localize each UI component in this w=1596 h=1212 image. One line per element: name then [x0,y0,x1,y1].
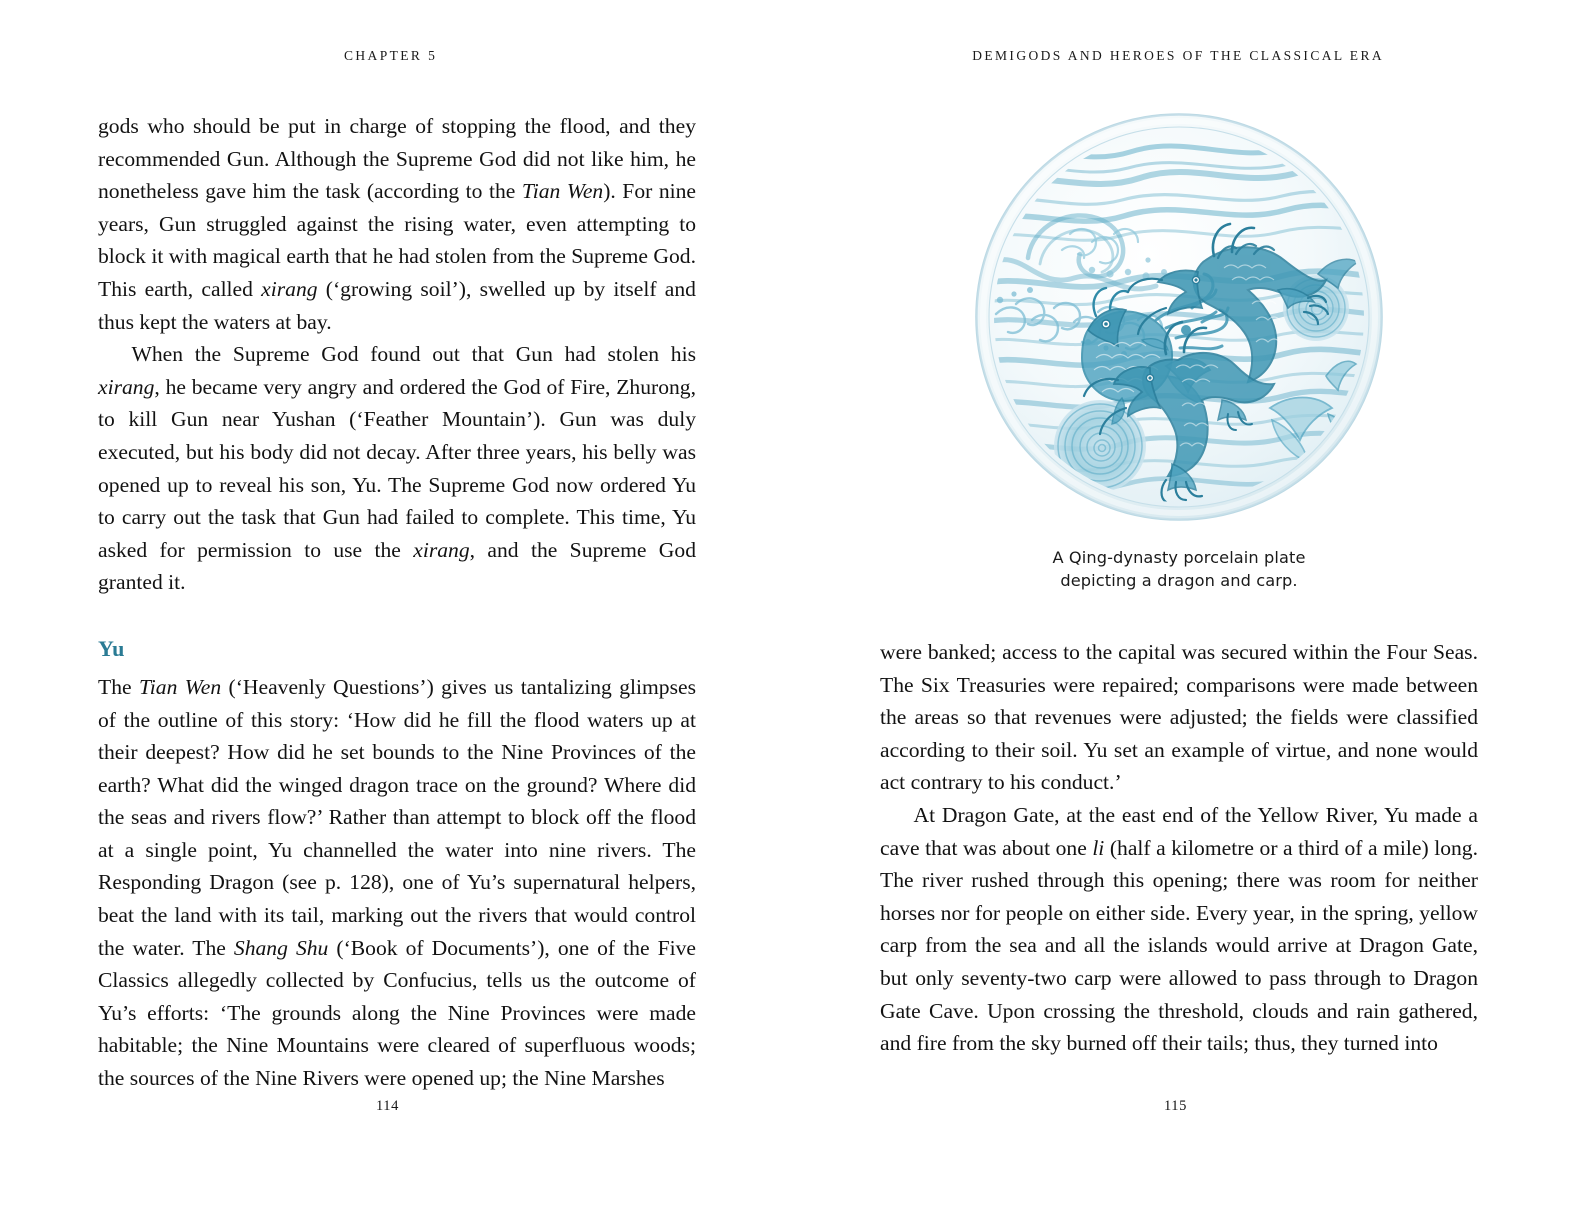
left-page-column [98,110,696,1095]
paragraph-gun-flood [98,110,696,338]
italic-xirang: xirang [261,276,318,301]
text-run: The [98,674,139,699]
italic-tian-wen: Tian Wen [521,179,604,204]
text-run: ). For nine years, Gun struggled against the rising water, even attempting to block it with magical earth that he had stolen from the Supreme God. This earth, called [98,179,696,301]
italic-xirang: xirang [413,537,470,562]
paragraph-tian-wen-questions [98,671,696,1095]
paragraph-dragon-gate [880,799,1478,1060]
italic-shang-shu: Shang Shu [233,935,329,960]
section-heading-yu: Yu [98,635,125,661]
figure-porcelain-plate [880,108,1478,592]
text-run: (‘Book of Documents’), one of the Five Classics allegedly collected by Confucius, tells us the outcome of Yu’s efforts: ‘The grounds along the Nine Provinces were made habitable; the Nine Mountains were cleared of superfluous woods; the sources of the Nine Rivers were opened up; the Nine Marshes [98,935,696,1091]
text-run: (half a kilometre or a third of a mile) long. The river rushed through this opening; there was room for neither horses nor for people on either side. Every year, in the spring, yellow carp from the sea and all the islands would arrive at Dragon Gate, but only seventy-two carp were allowed to pass through to Dragon Gate Cave. Upon crossing the threshold, clouds and rain gathered, and fire from the sky burned off their tails; thus, they turned into [880,835,1478,1056]
running-head-left: CHAPTER 5 [344,48,438,63]
figure-caption-line-1: A Qing-dynasty porcelain plate [1052,548,1306,567]
text-run: At Dragon Gate, at the east end of the Yellow River, Yu made a cave that was about one [880,802,1478,860]
text-run: , and the Supreme God granted it. [98,537,696,595]
pearl-dot [1181,325,1191,335]
figure-caption-line-2: depicting a dragon and carp. [1060,571,1298,590]
paragraph-shang-shu-continued [880,636,1478,799]
porcelain-plate-svg [970,108,1388,526]
folio-left: 114 [376,1098,400,1114]
figure-caption [880,546,1478,592]
italic-xirang: xirang [98,374,155,399]
plate-illustration [880,108,1478,526]
running-head-right: DEMIGODS AND HEROES OF THE CLASSICAL ERA [972,48,1384,63]
text-run: When the Supreme God found out that Gun had stolen his [131,342,696,367]
text-run: were banked; access to the capital was secured within the Four Seas. The Six Treasuries were repaired; comparisons were made between the areas so that revenues were adjusted; the fields were classified according to their soil. Yu set an example of virtue, and none would act contrary to his conduct.’ [880,640,1478,795]
italic-li: li [1092,835,1105,860]
text-run: , he became very angry and ordered the God of Fire, Zhurong, to kill Gun near Yushan (‘Feather Mountain’). Gun was duly executed, but his body did not decay. After three years, his belly was opened up to reveal his son, Yu. The Supreme God now ordered Yu to carry out the task that Gun had failed to complete. This time, Yu asked for permission to use the [98,374,696,562]
text-run: (‘Heavenly Questions’) gives us tantalizing glimpses of the outline of this story: ‘How did he fill the flood waters up at their deepest? How did he set bounds to the Nine Provinces of the earth? What did the winged dragon trace on the ground? Where did the seas and rivers flow?’ Rather than attempt to block off the flood at a single point, Yu channelled the water into nine rivers. The Responding Dragon (see p. 128), one of Yu’s supernatural helpers, beat the land with its tail, marking out the rivers that would control the water. The [98,674,696,960]
paragraph-gun-executed [98,338,696,599]
text-run: gods who should be put in charge of stopping the flood, and they recommended Gun. Although the Supreme God did not like him, he nonetheless gave him the task (according to the [98,114,696,204]
right-page-column [880,636,1478,1060]
italic-tian-wen: Tian Wen [138,674,222,699]
text-run: (‘growing soil’), swelled up by itself and thus kept the waters at bay. [98,276,696,334]
folio-right: 115 [1164,1098,1188,1114]
